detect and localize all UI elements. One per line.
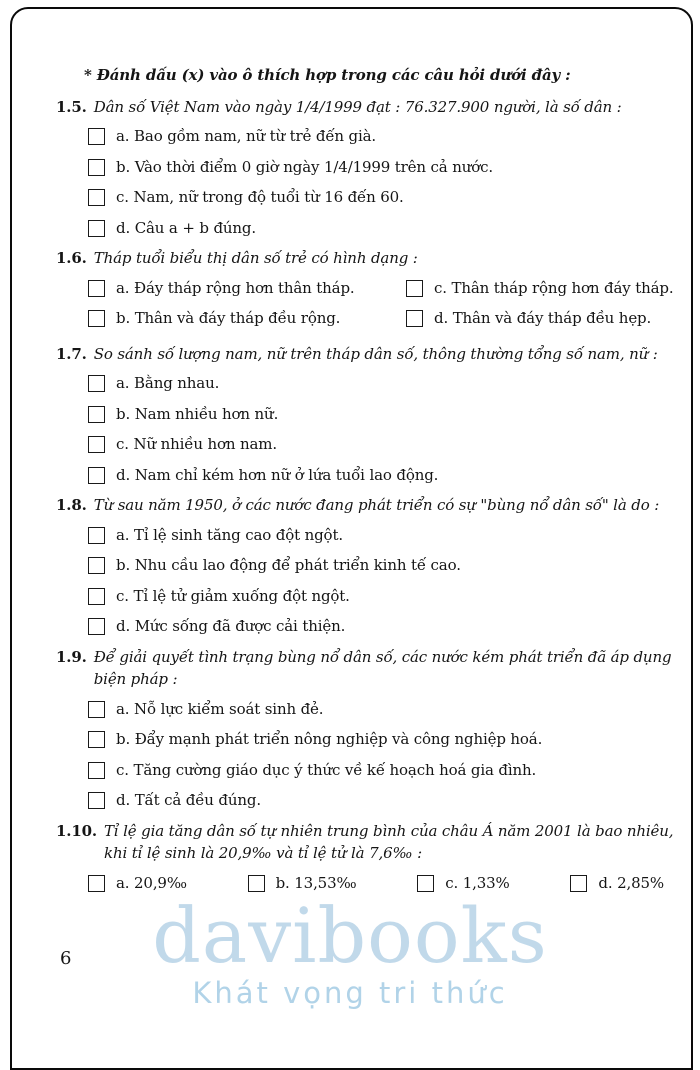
option-row [88,554,674,577]
option-label: a. Đáy tháp rộng hơn thân tháp. [116,278,355,297]
checkbox[interactable] [88,375,105,392]
option-row [88,125,674,148]
checkbox[interactable] [88,527,105,544]
question-text: Tháp tuổi biểu thị dân số trẻ có hình dạng : [93,249,418,267]
question-head [56,247,674,270]
option-row [406,277,674,300]
checkbox[interactable] [88,731,105,748]
question-head [56,494,674,517]
question-text: Dân số Việt Nam vào ngày 1/4/1999 đạt : 76.327.900 người, là số dân : [93,97,622,116]
option-label: c. 1,33% [445,873,510,892]
question-text: Để giải quyết tình trạng bùng nổ dân số, các nước kém phát triển đã áp dụng biện pháp : [93,647,672,688]
option-label: b. Thân và đáy tháp đều rộng. [116,309,341,327]
publisher-watermark [0,891,700,1010]
question-1-9 [56,646,674,812]
question-head [56,820,674,865]
option-label: c. Tỉ lệ tử giảm xuống đột ngột. [116,586,350,605]
watermark-logo-text: davibooks [152,891,548,980]
checkbox[interactable] [417,875,434,892]
option-label: a. Tỉ lệ sinh tăng cao đột ngột. [116,525,343,544]
checkbox[interactable] [88,588,105,605]
question-number: 1.7. [56,344,87,363]
option-row [88,186,674,209]
option-label: d. Thân và đáy tháp đều hẹp. [434,309,652,327]
option-label: d. Câu a + b đúng. [116,218,256,237]
option-row [88,403,674,426]
checkbox[interactable] [88,406,105,423]
question-number: 1.5. [56,97,87,116]
options-list [88,125,674,239]
question-1-7 [56,343,674,487]
checkbox[interactable] [88,467,105,484]
checkbox[interactable] [88,618,105,635]
question-text: Tỉ lệ gia tăng dân số tự nhiên trung bình của châu Á năm 2001 là bao nhiêu, khi tỉ lệ sinh là 20,9‰ và tỉ lệ tử là 7,6‰ : [104,821,674,862]
option-label: d. Nam chỉ kém hơn nữ ở lứa tuổi lao động. [116,465,439,484]
option-row [88,759,674,782]
checkbox[interactable] [88,875,105,892]
option-label: c. Nữ nhiều hơn nam. [116,435,277,453]
option-row [88,524,674,547]
option-row [248,872,357,895]
option-row [88,307,406,330]
option-row [88,615,674,638]
checkbox[interactable] [88,436,105,453]
options-list [88,372,674,486]
option-label: b. Đẩy mạnh phát triển nông nghiệp và công nghiệp hoá. [116,730,543,748]
checkbox[interactable] [88,557,105,574]
option-row [88,433,674,456]
question-text: Từ sau năm 1950, ở các nước đang phát triển có sự "bùng nổ dân số" là do : [93,496,660,514]
checkbox[interactable] [88,762,105,779]
option-row [88,217,674,240]
option-label: a. Bằng nhau. [116,374,220,392]
options-list [88,872,664,903]
option-label: c. Thân tháp rộng hơn đáy tháp. [434,278,674,297]
option-label: d. Mức sống đã được cải thiện. [116,617,346,635]
checkbox[interactable] [88,310,105,327]
page-number: 6 [60,948,72,969]
checkbox[interactable] [88,159,105,176]
option-row [88,698,674,721]
option-label: b. Nam nhiều hơn nữ. [116,404,279,423]
options-list [88,277,674,338]
question-head [56,646,674,691]
watermark-slogan: Khát vọng tri thức [192,976,508,1010]
option-row [88,277,406,300]
checkbox[interactable] [88,128,105,145]
option-row [88,789,674,812]
question-1-8 [56,494,674,638]
question-1-5 [56,96,674,240]
checkbox[interactable] [88,280,105,297]
question-number: 1.9. [56,647,87,666]
option-label: c. Nam, nữ trong độ tuổi từ 16 đến 60. [116,188,404,206]
checkbox[interactable] [88,701,105,718]
options-list [88,698,674,812]
option-label: b. 13,53‰ [275,873,357,892]
option-label: b. Nhu cầu lao động để phát triển kinh tế cao. [116,556,461,574]
option-row [417,872,509,895]
option-label: a. 20,9‰ [116,873,187,892]
checkbox[interactable] [406,280,423,297]
option-label: d. 2,85% [598,873,664,892]
question-number: 1.8. [56,496,87,514]
question-1-6 [56,247,674,338]
option-row [88,728,674,751]
question-head [56,96,674,119]
options-list [88,524,674,638]
option-label: c. Tăng cường giáo dục ý thức về kế hoạch hoá gia đình. [116,760,537,779]
option-row [406,307,674,330]
option-row [88,872,187,895]
checkbox[interactable] [88,792,105,809]
checkbox[interactable] [570,875,587,892]
option-label: a. Nỗ lực kiểm soát sinh đẻ. [116,699,324,718]
checkbox[interactable] [88,220,105,237]
question-head [56,343,674,366]
option-row [88,156,674,179]
checkbox[interactable] [406,310,423,327]
option-label: b. Vào thời điểm 0 giờ ngày 1/4/1999 trên cả nước. [116,157,493,176]
option-row [88,585,674,608]
question-text: So sánh số lượng nam, nữ trên tháp dân số, thông thường tổng số nam, nữ : [93,344,658,363]
option-row [88,372,674,395]
question-number: 1.6. [56,249,87,267]
question-number: 1.10. [56,821,98,840]
option-label: a. Bao gồm nam, nữ từ trẻ đến già. [116,127,377,145]
page-instruction: * Đánh dấu (x) vào ô thích hợp trong các câu hỏi dưới đây : [84,66,571,84]
option-row [88,464,674,487]
checkbox[interactable] [88,189,105,206]
question-1-10 [56,820,674,903]
option-row [570,872,664,895]
option-label: d. Tất cả đều đúng. [116,791,261,809]
checkbox[interactable] [248,875,265,892]
